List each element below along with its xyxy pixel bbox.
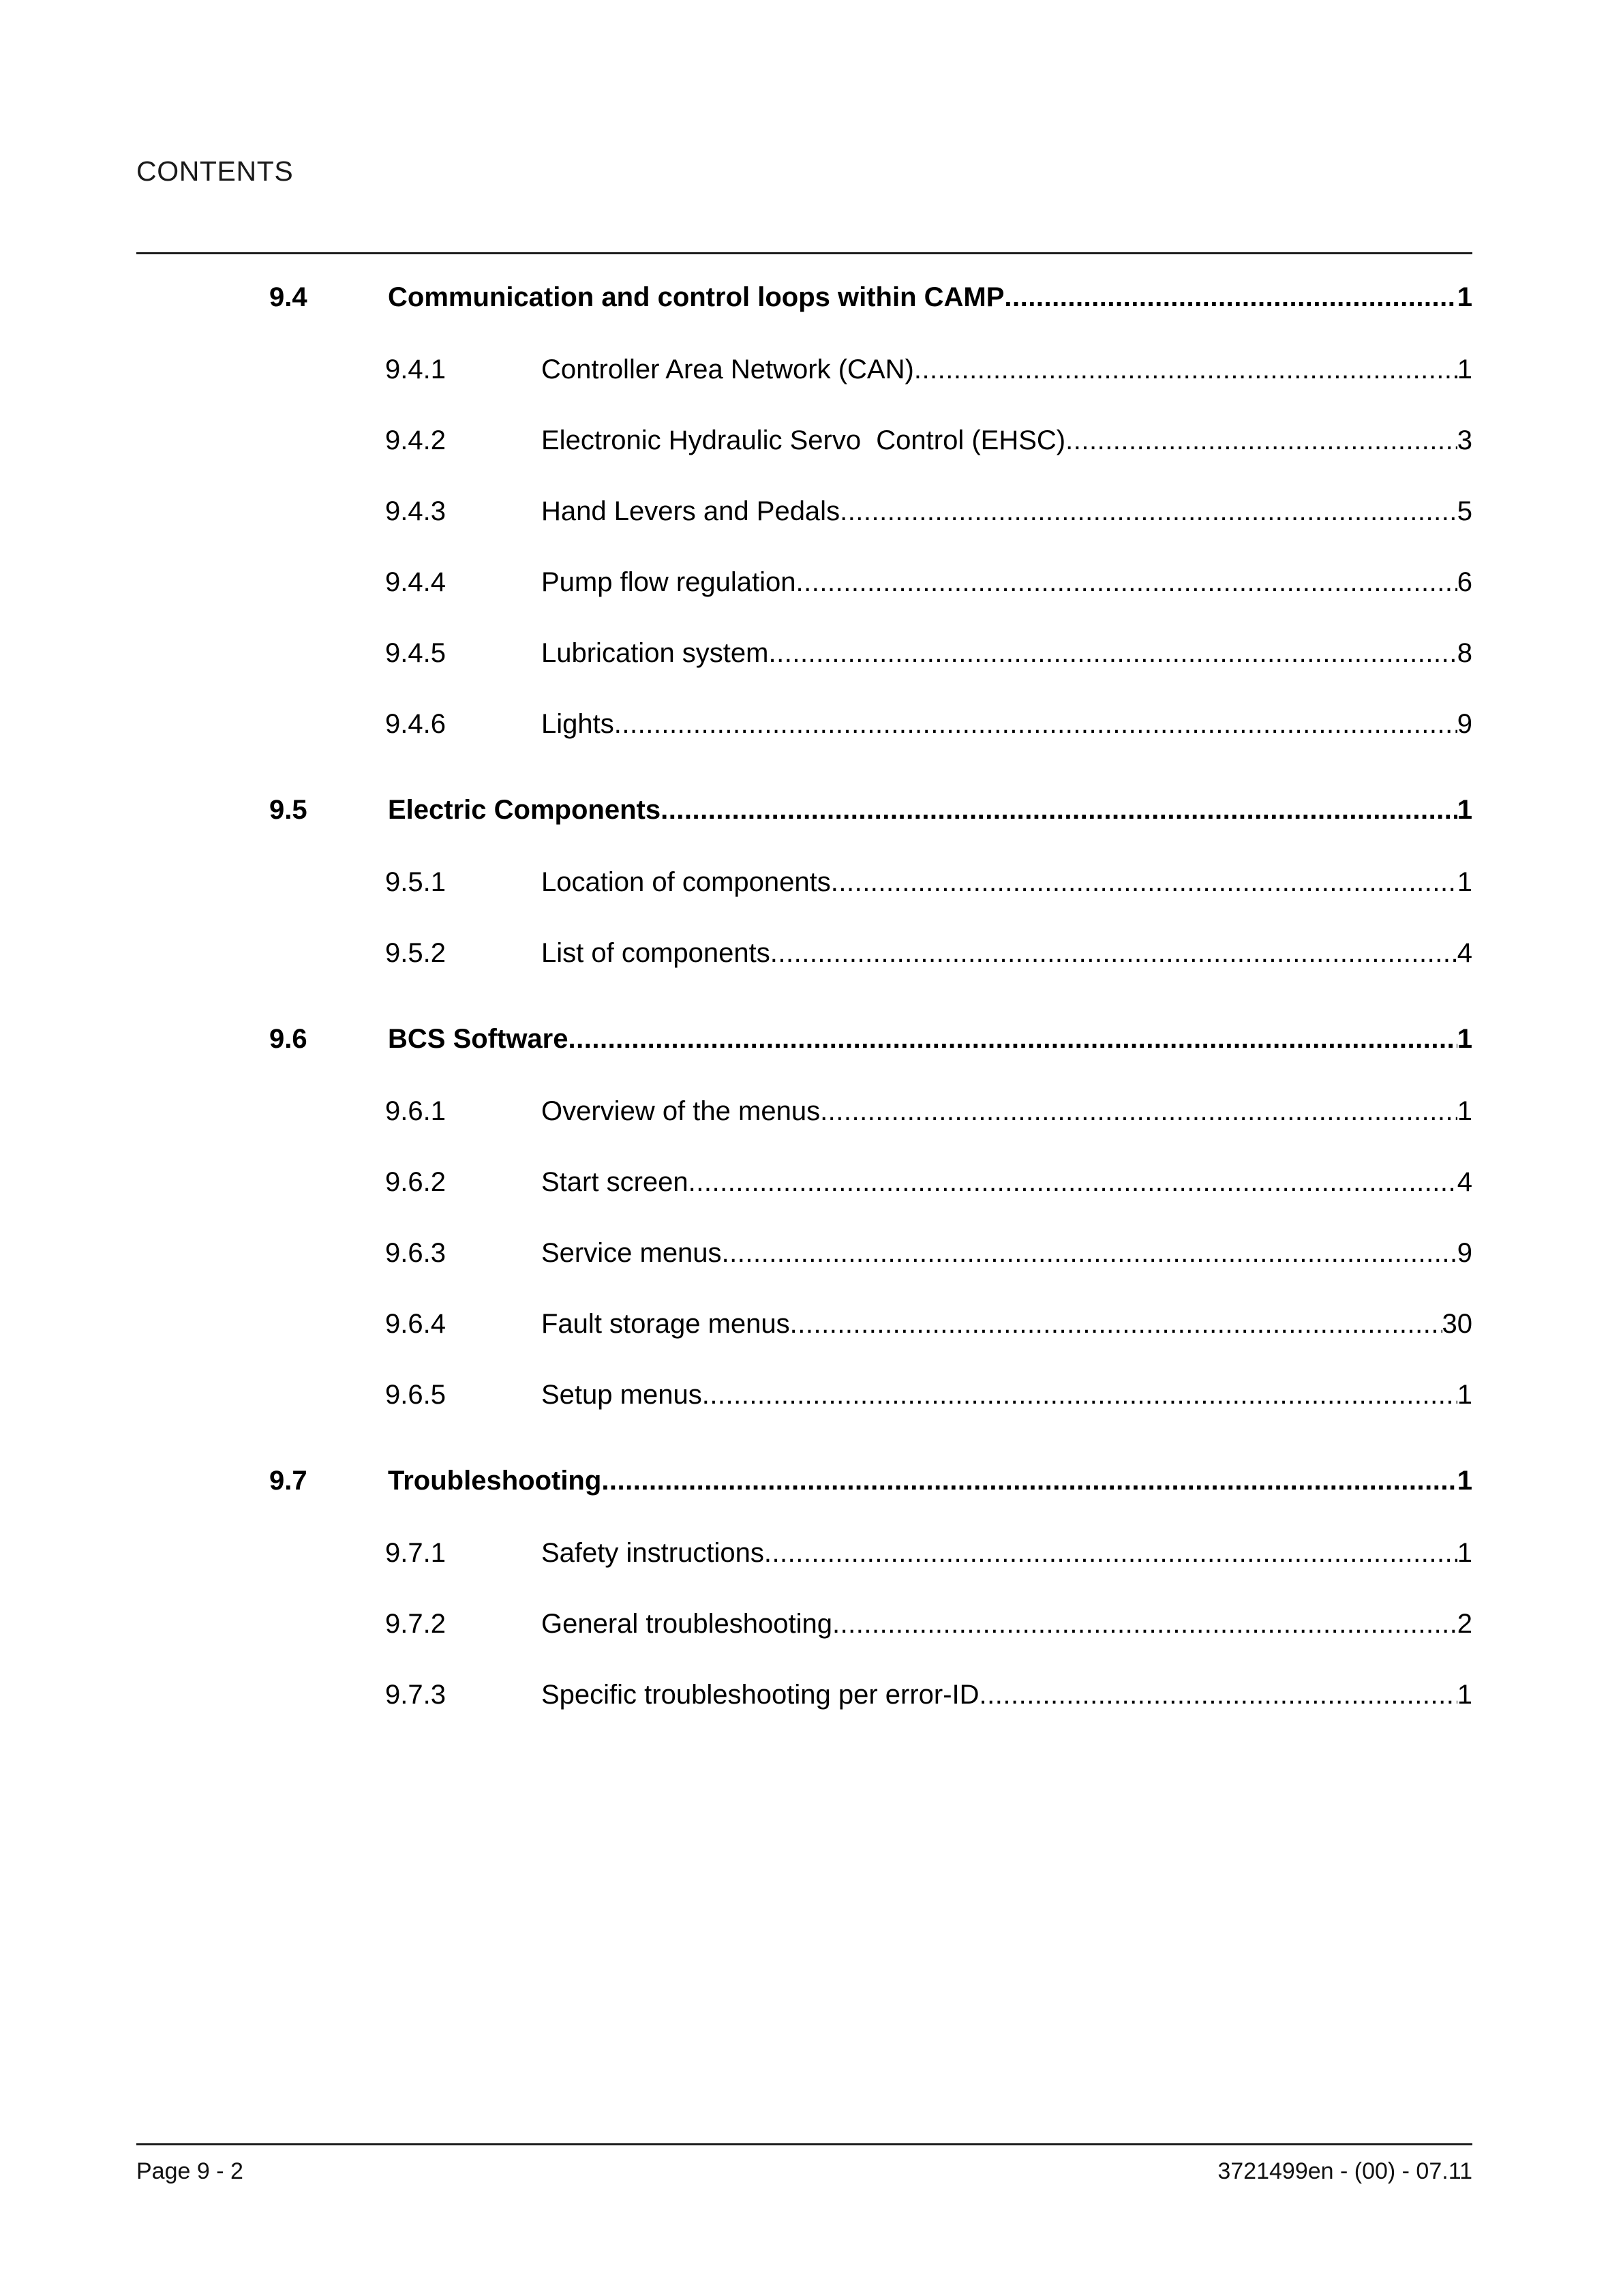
- toc-entry-number: 9.7: [269, 1466, 307, 1496]
- toc-leader-dots: [1004, 282, 1457, 313]
- toc-leader-dots: [770, 938, 1457, 969]
- toc-leader-dots: [840, 496, 1457, 527]
- toc-entry-page-number: 8: [1457, 638, 1472, 668]
- toc-entry[interactable]: [136, 1538, 1472, 1609]
- toc-entry-title: Location of components: [541, 867, 831, 897]
- toc-entry-number: 9.5: [269, 795, 307, 825]
- toc-leader-dots: [768, 638, 1457, 669]
- toc-entry-title: Service menus: [541, 1238, 722, 1268]
- toc-entry[interactable]: [136, 638, 1472, 709]
- toc-entry-page-number: 4: [1457, 1167, 1472, 1197]
- toc-leader-dots: [764, 1538, 1457, 1569]
- toc-leader-dots: [980, 1680, 1457, 1710]
- toc-entry[interactable]: [136, 867, 1472, 938]
- toc-entry-title: List of components: [541, 938, 770, 968]
- toc-entry[interactable]: [136, 354, 1472, 425]
- toc-entry[interactable]: [136, 496, 1472, 567]
- toc-entry[interactable]: [136, 1167, 1472, 1238]
- toc-entry[interactable]: [136, 709, 1472, 780]
- toc-leader-dots: [614, 709, 1457, 740]
- toc-entry-number: 9.7.2: [385, 1609, 446, 1639]
- toc-entry-number: 9.4.4: [385, 567, 446, 597]
- toc-entry-number: 9.6.4: [385, 1309, 446, 1339]
- toc-entry-number: 9.6.3: [385, 1238, 446, 1268]
- footer-document-code: 3721499en - (00) - 07.11: [1217, 2158, 1472, 2184]
- toc-entry[interactable]: [136, 1680, 1472, 1751]
- toc-leader-dots: [820, 1096, 1457, 1127]
- toc-entry-page-number: 1: [1457, 354, 1472, 384]
- toc-entry-page-number: 2: [1457, 1609, 1472, 1639]
- toc-leader-dots: [688, 1167, 1457, 1198]
- toc-entry-title: Electric Components: [388, 795, 661, 825]
- toc-leader-dots: [796, 567, 1457, 598]
- toc-entry-title: Communication and control loops within CAMP: [388, 282, 1005, 312]
- toc-entry[interactable]: [136, 1238, 1472, 1309]
- toc-leader-dots: [914, 354, 1457, 385]
- toc-entry[interactable]: [136, 1609, 1472, 1680]
- table-of-contents: [136, 282, 1472, 1751]
- toc-entry-number: 9.4: [269, 282, 307, 312]
- toc-entry-page-number: 1: [1457, 1466, 1472, 1496]
- toc-leader-dots: [702, 1380, 1457, 1410]
- toc-entry[interactable]: [136, 1380, 1472, 1451]
- toc-leader-dots: [832, 1609, 1457, 1640]
- toc-leader-dots: [1065, 425, 1457, 456]
- toc-leader-dots: [661, 795, 1457, 826]
- footer-divider: [136, 2143, 1472, 2145]
- toc-entry-page-number: 4: [1457, 938, 1472, 968]
- toc-entry-title: BCS Software: [388, 1024, 568, 1054]
- toc-leader-dots: [601, 1466, 1457, 1496]
- toc-entry-number: 9.6.1: [385, 1096, 446, 1126]
- toc-entry[interactable]: [136, 1024, 1472, 1096]
- page-title: CONTENTS: [136, 155, 294, 187]
- toc-entry-number: 9.5.2: [385, 938, 446, 968]
- toc-entry-page-number: 9: [1457, 709, 1472, 739]
- toc-entry-title: Pump flow regulation: [541, 567, 796, 597]
- toc-entry[interactable]: [136, 938, 1472, 1009]
- toc-entry-title: Hand Levers and Pedals: [541, 496, 840, 526]
- header-divider: [136, 252, 1472, 254]
- toc-entry-page-number: 30: [1442, 1309, 1472, 1339]
- toc-entry-number: 9.4.3: [385, 496, 446, 526]
- toc-entry-page-number: 1: [1457, 1024, 1472, 1054]
- toc-entry-page-number: 1: [1457, 1096, 1472, 1126]
- toc-entry-title: Fault storage menus: [541, 1309, 790, 1339]
- toc-entry-page-number: 1: [1457, 282, 1472, 312]
- toc-entry-title: Controller Area Network (CAN): [541, 354, 914, 384]
- toc-entry-title: Lubrication system: [541, 638, 769, 668]
- toc-entry[interactable]: [136, 1096, 1472, 1167]
- toc-entry-number: 9.4.2: [385, 425, 446, 455]
- toc-entry[interactable]: [136, 567, 1472, 638]
- toc-entry-page-number: 1: [1457, 1380, 1472, 1410]
- toc-entry-page-number: 9: [1457, 1238, 1472, 1268]
- toc-entry-number: 9.4.6: [385, 709, 446, 739]
- toc-leader-dots: [568, 1024, 1457, 1055]
- toc-entry-number: 9.7.1: [385, 1538, 446, 1568]
- toc-entry-number: 9.4.1: [385, 354, 446, 384]
- toc-leader-dots: [831, 867, 1457, 898]
- toc-entry-title: Setup menus: [541, 1380, 702, 1410]
- toc-entry[interactable]: [136, 1309, 1472, 1380]
- toc-entry-title: Safety instructions: [541, 1538, 764, 1568]
- toc-entry-number: 9.4.5: [385, 638, 446, 668]
- toc-entry-page-number: 6: [1457, 567, 1472, 597]
- page-header: [136, 155, 1472, 187]
- toc-entry[interactable]: [136, 1466, 1472, 1538]
- toc-leader-dots: [722, 1238, 1457, 1269]
- toc-entry-page-number: 1: [1457, 1680, 1472, 1710]
- toc-entry-number: 9.6.2: [385, 1167, 446, 1197]
- toc-entry-number: 9.6.5: [385, 1380, 446, 1410]
- toc-entry-title: General troubleshooting: [541, 1609, 832, 1639]
- toc-entry-title: Lights: [541, 709, 614, 739]
- toc-entry-page-number: 1: [1457, 867, 1472, 897]
- toc-entry[interactable]: [136, 795, 1472, 867]
- toc-entry-title: Electronic Hydraulic Servo Control (EHSC): [541, 425, 1066, 455]
- toc-entry-page-number: 3: [1457, 425, 1472, 455]
- toc-entry[interactable]: [136, 425, 1472, 496]
- toc-entry-title: Overview of the menus: [541, 1096, 821, 1126]
- toc-entry-number: 9.6: [269, 1024, 307, 1054]
- toc-entry-page-number: 5: [1457, 496, 1472, 526]
- toc-entry-number: 9.5.1: [385, 867, 446, 897]
- toc-leader-dots: [790, 1309, 1442, 1340]
- toc-entry[interactable]: [136, 282, 1472, 354]
- toc-entry-title: Specific troubleshooting per error-ID: [541, 1680, 980, 1710]
- toc-entry-title: Troubleshooting: [388, 1466, 602, 1496]
- toc-entry-page-number: 1: [1457, 1538, 1472, 1568]
- toc-entry-number: 9.7.3: [385, 1680, 446, 1710]
- footer-page-label: Page 9 - 2: [136, 2158, 243, 2184]
- toc-entry-title: Start screen: [541, 1167, 688, 1197]
- page-footer: [136, 2158, 1472, 2185]
- toc-entry-page-number: 1: [1457, 795, 1472, 825]
